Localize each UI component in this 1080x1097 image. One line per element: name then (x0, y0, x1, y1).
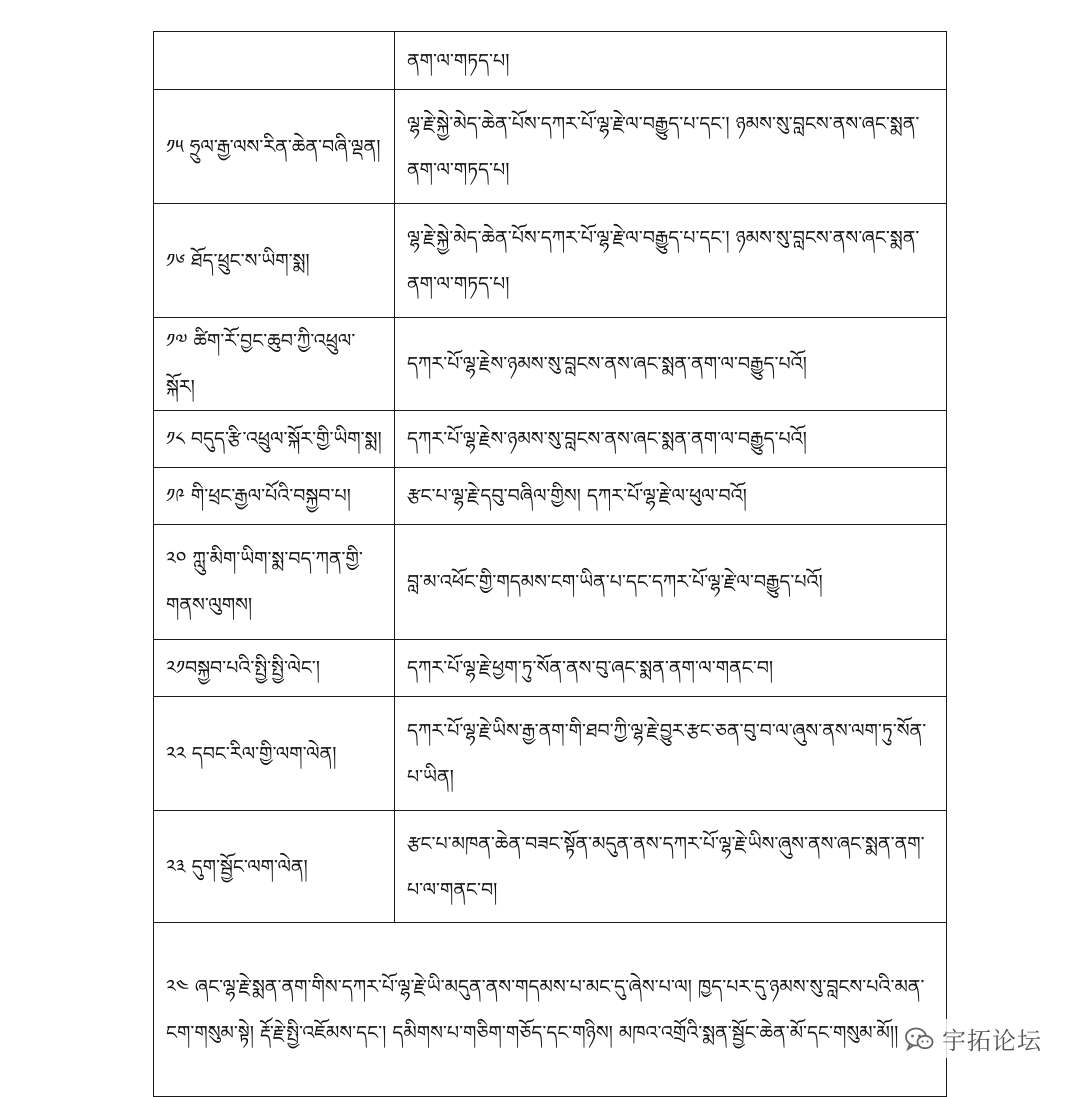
table-row (154, 468, 947, 525)
table-row (154, 32, 947, 90)
watermark (900, 1019, 1046, 1058)
row-text: རྩང་པ་མཁན་ཆེན་བཟང་སྟོན་མདུན་ནས་དཀར་པོ་ལྷ་རྗེ་ཡིས་ཞུས་ནས་ཞང་སྨན་ནག་པ་ལ་གནང་བ། (395, 811, 947, 923)
row-label: ༡༨ བདུད་རྩི་འཕྲུལ་སྐོར་གྱི་ཡིག་སྨ། (154, 411, 395, 468)
table-row (154, 90, 947, 204)
row-text: ལྷ་རྗེ་སྐྱེ་མེད་ཆེན་པོས་དཀར་པོ་ལྷ་རྗེ་ལ་བརྒྱུད་པ་དང་། ཉམས་སུ་བླངས་ནས་ཞང་སྨན་ནག་ལ་གཏད་པ། (395, 204, 947, 318)
watermark-text: 宇拓论坛 (942, 1027, 1042, 1055)
row-text: དཀར་པོ་ལྷ་རྗེ་ཡིས་རྒྱ་ནག་གི་ཐབ་ཀྱི་ལྷ་རྗེ་བྱུར་རྩང་ཅན་བུ་བ་ལ་ཞུས་ནས་ལག་ཏུ་སོན་པ་ཡིན། (395, 697, 947, 811)
row-text: དཀར་པོ་ལྷ་རྗེས་ཉམས་སུ་བླངས་ནས་ཞང་སྨན་ནག་ལ་བརྒྱུད་པའོ། (395, 411, 947, 468)
row-label: ༢༡བསྐྱབ་པའི་སྤྱི་སྤྱི་ལེང་། (154, 640, 395, 697)
table-row (154, 697, 947, 811)
row-label (154, 32, 395, 90)
row-text: ནག་ལ་གཏད་པ། (395, 32, 947, 90)
row-text: རྩང་པ་ལྷ་རྗེ་དབུ་བཞིལ་གྱིས། དཀར་པོ་ལྷ་རྗེ་ལ་ཕུལ་བའོ། (395, 468, 947, 525)
table-row (154, 811, 947, 923)
table-row (154, 411, 947, 468)
table-row (154, 640, 947, 697)
row-label: ༢༢ དབང་རིལ་གྱི་ལག་ལེན། (154, 697, 395, 811)
table-row-full (154, 923, 947, 1097)
footer-row-text: ༢༤ ཞང་ལྷ་རྗེ་སྨན་ནག་གིས་དཀར་པོ་ལྷ་རྗེ་ཡི་མདུན་ནས་གདམས་པ་མང་དུ་ཞེས་པ་ལ། ཁྱད་པར་དུ་ཉམས་སུ་བླངས་པའི་མན་ངག་གསུམ་སྟེ། རྡོ་རྗེ་སྤྱི་འཇོམས་དང་། དམིགས་པ་གཅིག་གཅོད་དང་གཉིས། མཁའ་འགྲོའི་སྨན་སྦྱོང་ཆེན་མོ་དང་གསུམ་མོ།། (154, 923, 947, 1097)
lineage-table (153, 31, 947, 1097)
row-label: ༢༠ ཀླུ་མིག་ཡིག་སྨ་བད་ཀན་གྱི་གནས་ལུགས། (154, 525, 395, 640)
row-text: དཀར་པོ་ལྷ་རྗེས་ཉམས་སུ་བླངས་ནས་ཞང་སྨན་ནག་ལ་བརྒྱུད་པའོ། (395, 318, 947, 411)
row-text: ལྷ་རྗེ་སྐྱེ་མེད་ཆེན་པོས་དཀར་པོ་ལྷ་རྗེ་ལ་བརྒྱུད་པ་དང་། ཉམས་སུ་བླངས་ནས་ཞང་སྨན་ནག་ལ་གཏད་པ། (395, 90, 947, 204)
wechat-icon (904, 1026, 934, 1052)
row-text: བླ་མ་འཕོང་གྱི་གདམས་ངག་ཡིན་པ་དང་དཀར་པོ་ལྷ་རྗེ་ལ་བརྒྱུད་པའོ། (395, 525, 947, 640)
row-label: ༡༥ ཧྲུལ་རྒྱ་ལས་རིན་ཆེན་བཞི་ལྡན། (154, 90, 395, 204)
table-row (154, 204, 947, 318)
row-text: དཀར་པོ་ལྷ་རྗེ་ཕྱག་ཏུ་སོན་ནས་བུ་ཞང་སྨན་ནག་ལ་གནང་བ། (395, 640, 947, 697)
row-label: ༡༦ ཐོད་ཕྲུང་ས་ཡིག་སྨ། (154, 204, 395, 318)
row-label: ༡༩ གི་ཕྲང་རྒྱལ་པོའི་བསྐྱབ་པ། (154, 468, 395, 525)
row-label: ༡༧ ཚིག་རོ་བྱང་ཆུབ་ཀྱི་འཕྲུལ་སྐོར། (154, 318, 395, 411)
row-label: ༢༣ དུག་སྦྱོང་ལག་ལེན། (154, 811, 395, 923)
table-row (154, 525, 947, 640)
table-row (154, 318, 947, 411)
